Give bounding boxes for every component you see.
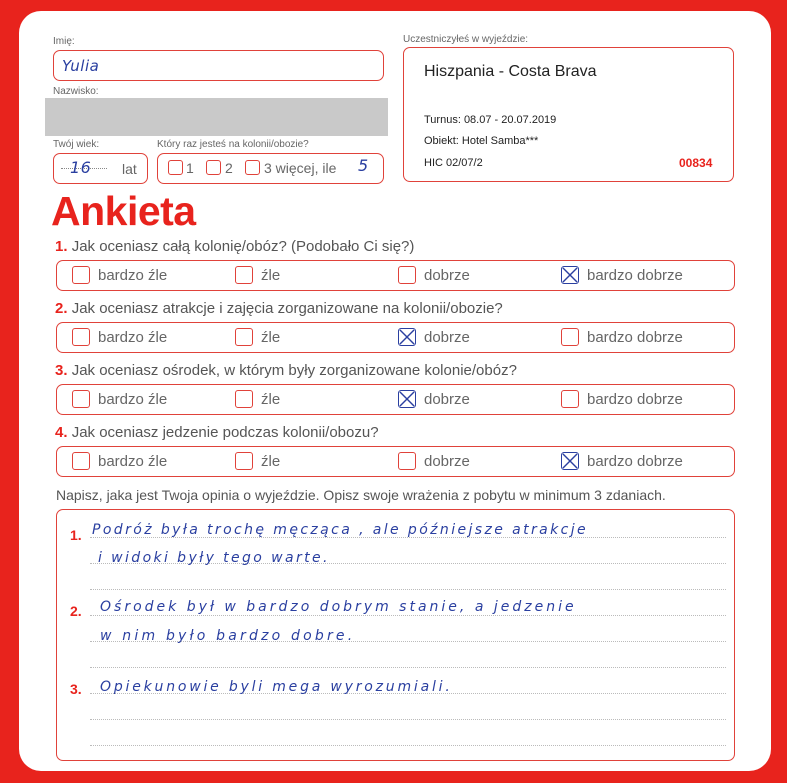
question-2 (55, 300, 503, 317)
age-field[interactable] (53, 153, 148, 184)
option-label: dobrze (424, 391, 470, 408)
option-label: źle (261, 391, 281, 408)
option-checkbox[interactable] (72, 266, 90, 284)
option-label: bardzo dobrze (587, 267, 683, 284)
answer-1-number: 1. (70, 527, 82, 543)
times-label: Który raz jesteś na kolonii/obozie? (157, 139, 309, 150)
option-checkbox[interactable] (235, 452, 253, 470)
option-label: dobrze (424, 453, 470, 470)
times-field (157, 153, 384, 184)
question-text: Jak oceniasz ośrodek, w którym były zorganizowane kolonie/obóz? (71, 362, 517, 379)
writing-line (90, 745, 726, 746)
checkmark-x-icon (399, 329, 415, 345)
option-checkbox[interactable] (235, 266, 253, 284)
question-number: 2. (55, 300, 68, 317)
question-text: Jak oceniasz całą kolonię/obóz? (Podobało Ci się?) (71, 238, 415, 255)
times-checkbox-3[interactable] (245, 160, 260, 175)
page-title: Ankieta (51, 188, 196, 234)
trip-turnus: Turnus: 08.07 - 20.07.2019 (424, 114, 557, 126)
surname-label: Nazwisko: (53, 86, 99, 97)
trip-destination: Hiszpania - Costa Brava (424, 63, 597, 80)
option-checkbox[interactable] (561, 328, 579, 346)
answer-1-line-1: Podróż była trochę męcząca , ale późniejsze atrakcje (92, 522, 588, 538)
checkmark-x-icon (399, 391, 415, 407)
age-unit: lat (122, 161, 137, 177)
option-checkbox[interactable] (72, 452, 90, 470)
times-opt1: 1 (186, 160, 194, 176)
question-4 (55, 424, 379, 441)
option-checkbox[interactable] (398, 390, 416, 408)
trip-code: HIC 02/07/2 (424, 157, 483, 169)
option-label: dobrze (424, 267, 470, 284)
times-opt3: 3 więcej, ile (264, 160, 337, 176)
writing-line (90, 719, 726, 720)
option-checkbox[interactable] (398, 328, 416, 346)
trip-label: Uczestniczyłeś w wyjeździe: (403, 34, 529, 45)
option-checkbox[interactable] (561, 266, 579, 284)
times-opt2: 2 (225, 160, 233, 176)
answer-2-line-1: Ośrodek był w bardzo dobrym stanie, a jedzenie (100, 599, 577, 615)
opinion-prompt: Napisz, jaka jest Twoja opinia o wyjeździe. Opisz swoje wrażenia z pobytu w minimum 3 zdaniach. (56, 487, 666, 503)
writing-line (90, 615, 726, 616)
question-number: 1. (55, 238, 68, 255)
trip-number: 00834 (679, 156, 713, 170)
times-checkbox-1[interactable] (168, 160, 183, 175)
trip-info-box (403, 47, 734, 182)
option-label: bardzo dobrze (587, 391, 683, 408)
question-1 (55, 238, 414, 255)
option-label: bardzo źle (98, 391, 168, 408)
option-label: źle (261, 267, 281, 284)
question-number: 4. (55, 424, 68, 441)
writing-line (90, 589, 726, 590)
answer-1-line-2: i widoki były tego warte. (98, 550, 330, 566)
option-label: bardzo dobrze (587, 453, 683, 470)
option-checkbox[interactable] (398, 452, 416, 470)
trip-object: Obiekt: Hotel Samba*** (424, 135, 539, 147)
checkmark-x-icon (562, 267, 578, 283)
option-checkbox[interactable] (398, 266, 416, 284)
answer-3-number: 3. (70, 681, 82, 697)
option-checkbox[interactable] (235, 328, 253, 346)
name-field[interactable] (53, 50, 384, 81)
surname-redacted (45, 98, 388, 136)
option-checkbox[interactable] (561, 390, 579, 408)
age-value: 16 (70, 158, 92, 177)
option-label: bardzo dobrze (587, 329, 683, 346)
option-checkbox[interactable] (561, 452, 579, 470)
option-checkbox[interactable] (235, 390, 253, 408)
question-number: 3. (55, 362, 68, 379)
option-label: źle (261, 329, 281, 346)
checkmark-x-icon (562, 453, 578, 469)
option-label: bardzo źle (98, 267, 168, 284)
name-value: Yulia (62, 57, 100, 75)
times-value: 5 (358, 156, 369, 175)
writing-line (90, 667, 726, 668)
option-label: bardzo źle (98, 329, 168, 346)
times-checkbox-2[interactable] (206, 160, 221, 175)
question-text: Jak oceniasz atrakcje i zajęcia zorganizowane na kolonii/obozie? (71, 300, 503, 317)
name-label: Imię: (53, 36, 75, 47)
option-label: źle (261, 453, 281, 470)
answer-2-line-2: w nim było bardzo dobre. (100, 628, 356, 644)
question-3 (55, 362, 517, 379)
option-checkbox[interactable] (72, 328, 90, 346)
question-text: Jak oceniasz jedzenie podczas kolonii/obozu? (71, 424, 379, 441)
answer-3-line-1: Opiekunowie byli mega wyrozumiali. (100, 679, 453, 695)
age-label: Twój wiek: (53, 139, 100, 150)
option-checkbox[interactable] (72, 390, 90, 408)
answer-2-number: 2. (70, 603, 82, 619)
option-label: bardzo źle (98, 453, 168, 470)
option-label: dobrze (424, 329, 470, 346)
